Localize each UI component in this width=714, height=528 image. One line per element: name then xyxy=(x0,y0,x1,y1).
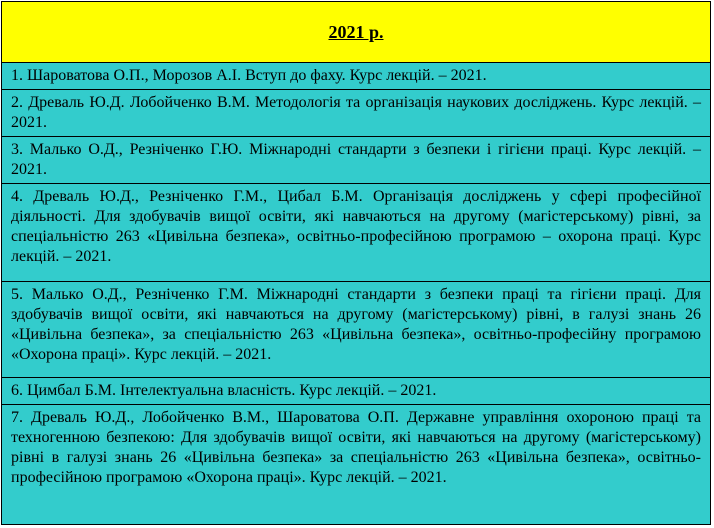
year-header xyxy=(2,2,710,63)
publication-entry-7: 7. Древаль Ю.Д., Лобойченко В.М., Шароватова О.П. Державне управління охороною праці та техногенною безпекою: Для здобувачів вищої освіти, які навчаються на другому (магістерському) рівні в галузі знань 26 «Цивільна безпека» за спеціальністю 263 «Цивільна безпека», освітньо-професійною програмою «Охорона праці». Курс лекцій. – 2021. xyxy=(11,409,701,486)
publication-entry-4: 4. Древаль Ю.Д., Резніченко Г.М., Цибал Б.М. Організація досліджень у сфері професійної діяльності. Для здобувачів вищої освіти, які навчаються на другому (магістерському) рівні, за спеціальністю 263 «Цивільна безпека», освітньо-професійною програмою – охорона праці. Курс лекцій. – 2021. xyxy=(2,184,710,282)
publication-list xyxy=(2,63,710,524)
publication-entry-6: 6. Цимбал Б.М. Інтелектуальна власність. Курс лекцій. – 2021. xyxy=(2,378,710,405)
publication-entry-2: 2. Древаль Ю.Д. Лобойченко В.М. Методологія та організація наукових досліджень. Курс лекцій. – 2021. xyxy=(2,90,710,137)
publication-table xyxy=(1,1,711,525)
publication-entry-1: 1. Шароватова О.П., Морозов А.І. Вступ до фаху. Курс лекцій. – 2021. xyxy=(2,63,710,90)
year-title: 2021 р. xyxy=(328,21,384,42)
publication-entry-3: 3. Малько О.Д., Резніченко Г.Ю. Міжнародні стандарти з безпеки і гігієни праці. Курс лекцій. – 2021. xyxy=(2,137,710,184)
publication-entry-5: 5. Малько О.Д., Резніченко Г.М. Міжнародні стандарти з безпеки праці та гігієни праці. Для здобувачів вищої освіти, які навчаються на другому (магістерському) рівні, в галузі знань 26 «Цивільна безпека», за спеціальністю 263 «Цивільна безпека», освітньо-професійну програмою «Охорона праці». Курс лекцій. – 2021. xyxy=(2,282,710,378)
